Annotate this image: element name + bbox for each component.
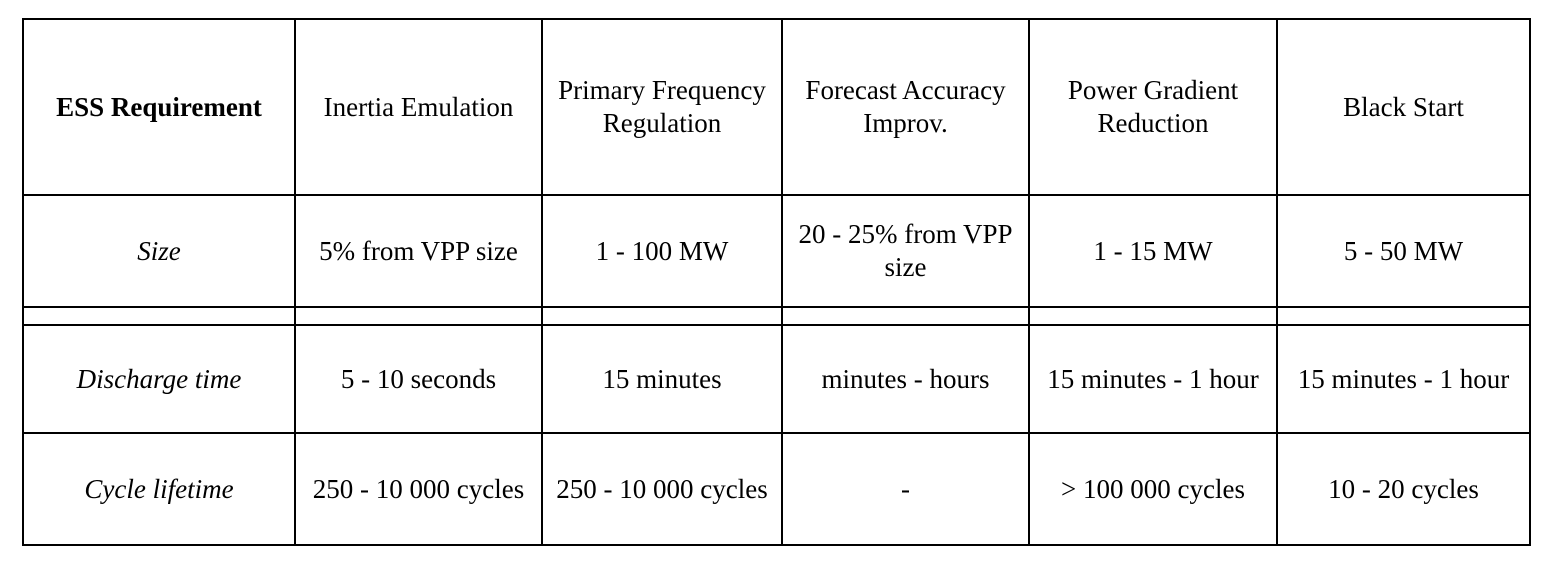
column-header-primary-frequency-regulation: Primary Frequency Regulation: [542, 19, 782, 195]
spacer-cell: [1277, 307, 1530, 325]
table-row: [23, 325, 1530, 433]
column-header-black-start: Black Start: [1277, 19, 1530, 195]
cell-cycle-primary-frequency: 250 - 10 000 cycles: [542, 433, 782, 545]
cell-cycle-power-gradient: > 100 000 cycles: [1029, 433, 1277, 545]
ess-requirements-table: [22, 18, 1531, 546]
cell-discharge-black-start: 15 minutes - 1 hour: [1277, 325, 1530, 433]
cell-size-inertia: 5% from VPP size: [295, 195, 542, 307]
cell-size-primary-frequency: 1 - 100 MW: [542, 195, 782, 307]
cell-cycle-forecast: -: [782, 433, 1029, 545]
table-row: [23, 195, 1530, 307]
table-section-gap: [23, 307, 1530, 325]
table-row: [23, 433, 1530, 545]
spacer-cell: [23, 307, 295, 325]
cell-cycle-black-start: 10 - 20 cycles: [1277, 433, 1530, 545]
row-label-size: Size: [23, 195, 295, 307]
column-header-power-gradient-reduction: Power Gradient Reduction: [1029, 19, 1277, 195]
cell-size-power-gradient: 1 - 15 MW: [1029, 195, 1277, 307]
cell-size-forecast: 20 - 25% from VPP size: [782, 195, 1029, 307]
column-header-requirement: ESS Requirement: [23, 19, 295, 195]
spacer-cell: [542, 307, 782, 325]
cell-discharge-inertia: 5 - 10 seconds: [295, 325, 542, 433]
row-label-discharge-time: Discharge time: [23, 325, 295, 433]
column-header-inertia-emulation: Inertia Emulation: [295, 19, 542, 195]
cell-size-black-start: 5 - 50 MW: [1277, 195, 1530, 307]
spacer-cell: [1029, 307, 1277, 325]
spacer-cell: [782, 307, 1029, 325]
table-header-row: [23, 19, 1530, 195]
spacer-cell: [295, 307, 542, 325]
column-header-forecast-accuracy: Forecast Accuracy Improv.: [782, 19, 1029, 195]
cell-discharge-forecast: minutes - hours: [782, 325, 1029, 433]
row-label-cycle-lifetime: Cycle lifetime: [23, 433, 295, 545]
cell-cycle-inertia: 250 - 10 000 cycles: [295, 433, 542, 545]
cell-discharge-power-gradient: 15 minutes - 1 hour: [1029, 325, 1277, 433]
cell-discharge-primary-frequency: 15 minutes: [542, 325, 782, 433]
